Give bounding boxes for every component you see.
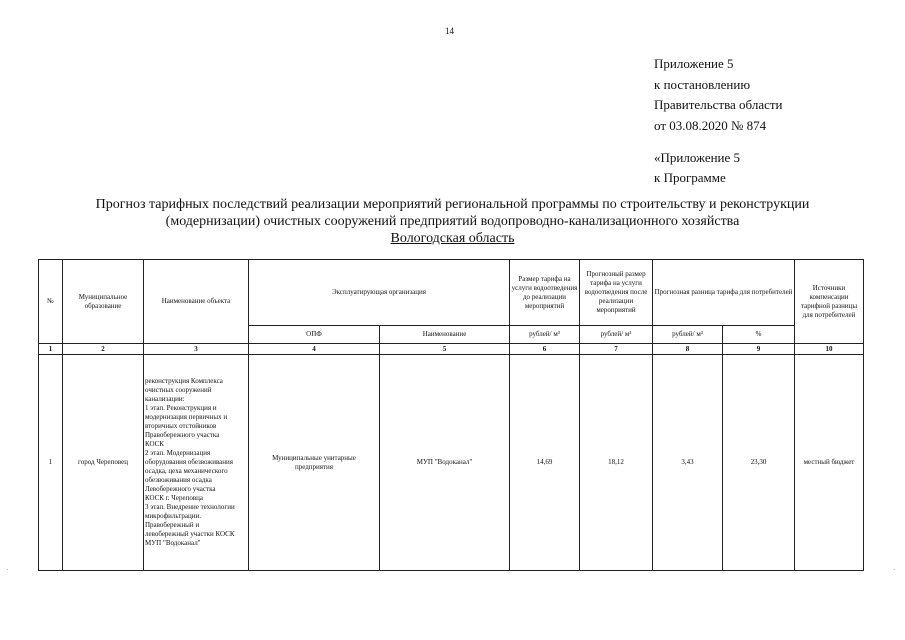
region-name: Вологодская область xyxy=(390,231,515,246)
object-line: 3 этап. Внедрение технологии xyxy=(145,503,235,511)
header-object: Наименование объекта xyxy=(144,260,249,344)
appendix-header xyxy=(654,54,783,136)
opf-line: Муниципальные унитарные xyxy=(272,453,356,462)
header-operator: Эксплуатирующая организация xyxy=(249,260,510,326)
object-line: обезвоживания осадка xyxy=(145,476,212,484)
object-line: Левобережного участка xyxy=(145,485,216,493)
appendix-line: от 03.08.2020 № 874 xyxy=(654,117,767,133)
table-row xyxy=(39,355,864,571)
tariff-table xyxy=(38,259,864,571)
row-diff-pct: 23,30 xyxy=(723,355,795,571)
header-num: № xyxy=(39,260,63,344)
object-line: канализации: xyxy=(145,395,185,403)
row-municipality: город Череповец xyxy=(63,355,144,571)
object-line: очистных сооружений xyxy=(145,386,212,394)
title-line: (модернизации) очистных сооружений предприятий водопроводно-канализационного хозяйства xyxy=(165,214,740,229)
document-title xyxy=(50,196,855,247)
appendix-line: к Программе xyxy=(654,170,726,185)
column-number: 3 xyxy=(144,344,249,355)
column-number: 6 xyxy=(510,344,580,355)
object-line: модернизация первичных и xyxy=(145,413,228,421)
column-number: 8 xyxy=(653,344,723,355)
header-name: Наименование xyxy=(380,326,510,344)
appendix-line: Правительства области xyxy=(654,97,783,112)
column-number: 4 xyxy=(249,344,380,355)
header-opf: ОПФ xyxy=(249,326,380,344)
object-line: микрофильтрации. xyxy=(145,512,202,520)
page-number: 14 xyxy=(445,26,454,36)
column-number: 9 xyxy=(723,344,795,355)
header-difference: Прогнозная разница тарифа для потребителей xyxy=(653,260,795,326)
unit-rub: рублей/ м³ xyxy=(580,326,653,344)
column-number: 10 xyxy=(795,344,864,355)
header-municipality: Муниципальное образование xyxy=(63,260,144,344)
column-number: 1 xyxy=(39,344,63,355)
object-line: вторичных отстойников xyxy=(145,422,217,430)
object-line: 1 этап. Реконструкция и xyxy=(145,404,217,412)
header-tariff-after: Прогнозный размер тарифа на услуги водоотведения после реализации мероприятий xyxy=(580,260,653,326)
column-number: 2 xyxy=(63,344,144,355)
unit-rub: рублей/ м³ xyxy=(510,326,580,344)
object-line: 2 этап. Модернизация xyxy=(145,449,211,457)
row-tariff-after: 18,12 xyxy=(580,355,653,571)
row-num: 1 xyxy=(39,355,63,571)
object-line: КОСК xyxy=(145,440,164,448)
appendix-line: «Приложение 5 xyxy=(654,150,741,165)
edge-mark-right: · xyxy=(893,566,896,574)
object-line: осадка, цеха механического xyxy=(145,467,228,475)
unit-percent: % xyxy=(723,326,795,344)
object-line: Правобережный и xyxy=(145,521,200,529)
opf-line: предприятия xyxy=(294,462,334,471)
row-source: местный бюджет xyxy=(795,355,864,571)
column-number: 5 xyxy=(380,344,510,355)
object-line: оборудования обезвоживания xyxy=(145,458,233,466)
row-tariff-before: 14,69 xyxy=(510,355,580,571)
object-line: МУП "Водоканал" xyxy=(145,539,201,547)
appendix-line: Приложение 5 xyxy=(654,56,734,71)
edge-mark-left: · xyxy=(6,566,9,574)
row-opf xyxy=(249,355,380,571)
row-object xyxy=(144,355,249,571)
row-name: МУП "Водоканал" xyxy=(380,355,510,571)
object-line: левобережный участки КОСК xyxy=(145,530,235,538)
unit-rub: рублей/ м³ xyxy=(653,326,723,344)
program-appendix-header xyxy=(654,148,740,188)
object-line: КОСК г. Череповца xyxy=(145,494,203,502)
header-tariff-before: Размер тарифа на услуги водоотведения до реализации мероприятий xyxy=(510,260,580,326)
title-line: Прогноз тарифных последствий реализации мероприятий региональной программы по строительству и реконструкции xyxy=(95,197,810,212)
column-number: 7 xyxy=(580,344,653,355)
appendix-line: к постановлению xyxy=(654,76,751,92)
row-diff-rub: 3,43 xyxy=(653,355,723,571)
object-line: Правобережного участка xyxy=(145,431,220,439)
object-line: реконструкция Комплекса xyxy=(145,377,223,385)
object-description xyxy=(145,377,247,548)
header-sources: Источники компенсации тарифной разницы для потребителей xyxy=(795,260,864,344)
